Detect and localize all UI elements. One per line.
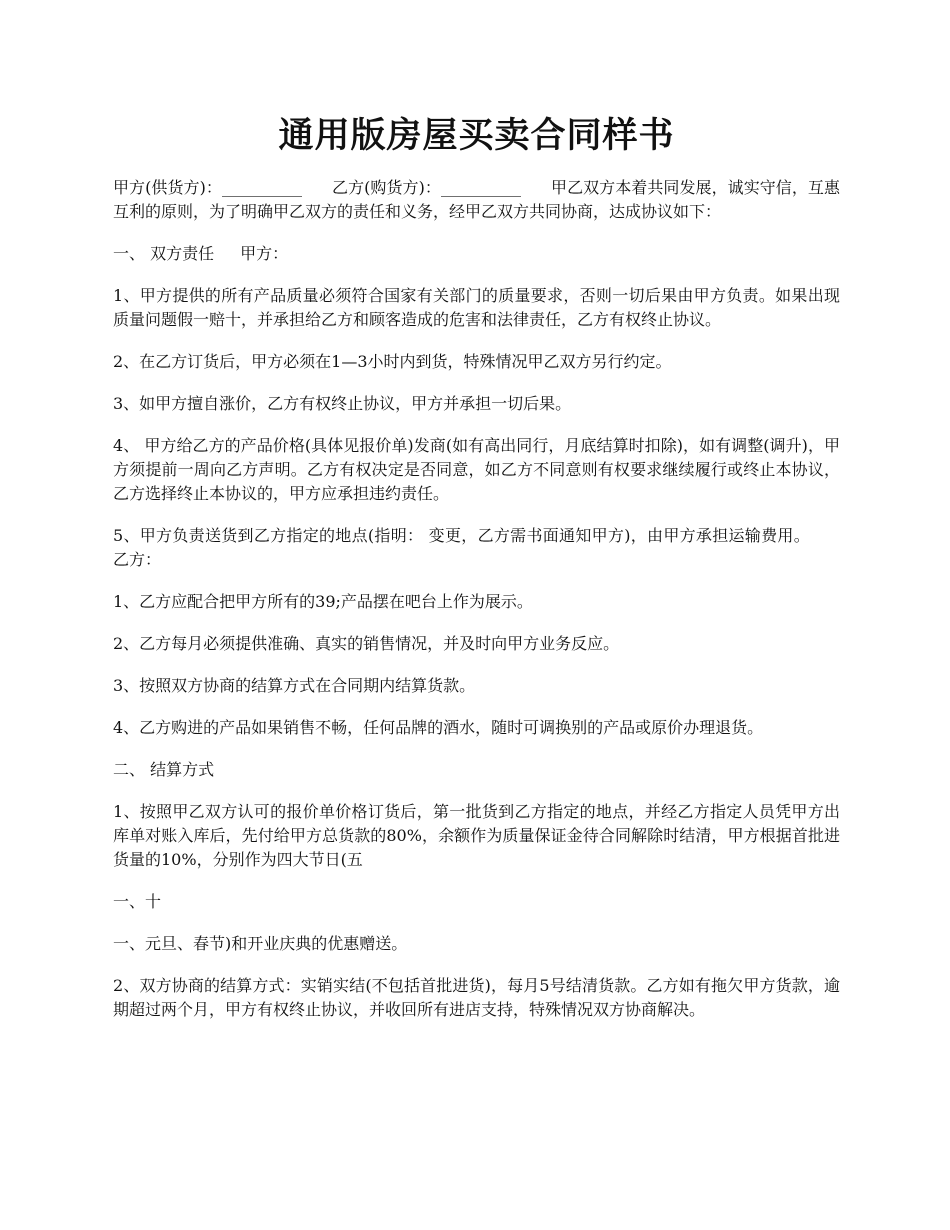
section-1-title: 一、 双方责任 — [113, 244, 215, 263]
party-a-item-4: 4、 甲方给乙方的产品价格(具体见报价单)发商(如有高出同行，月底结算时扣除)，如有调整(调升)，甲方须提前一周向乙方声明。乙方有权决定是否同意，如乙方不同意则有权要求继续履行或终止本协议，乙方选择终止本协议的，甲方应承担违约责任。 — [113, 436, 840, 503]
party-a-subheading: 甲方： — [240, 244, 289, 263]
party-a-item-3: 3、如甲方擅自涨价，乙方有权终止协议，甲方并承担一切后果。 — [113, 394, 572, 413]
party-a-item-2: 2、在乙方订货后，甲方必须在1—3小时内到货，特殊情况甲乙双方另行约定。 — [113, 352, 672, 371]
party-b-item-4: 4、乙方购进的产品如果销售不畅，任何品牌的酒水，随时可调换别的产品或原价办理退货。 — [113, 718, 764, 737]
intro-text: 甲乙双方本着共同发展，诚实守信，互惠互利的原则，为了明确甲乙双方的责任和义务，经甲乙双方共同协商，达成协议如下： — [113, 178, 840, 221]
settlement-item-1-cont-a: 一、十 — [113, 892, 162, 911]
intro-paragraph — [113, 176, 840, 224]
settlement-item-1: 1、按照甲乙双方认可的报价单价格订货后，第一批货到乙方指定的地点，并经乙方指定人员凭甲方出库单对账入库后，先付给甲方总货款的80%，余额作为质量保证金待合同解除时结清，甲方根据首批进货量的10%，分别作为四大节日(五 — [113, 802, 840, 869]
party-a-item-5-text: 5、甲方负责送货到乙方指定的地点(指明： 变更，乙方需书面通知甲方)，由甲方承担运输费用。 — [113, 526, 810, 545]
party-b-label: 乙方(购货方)：__________ — [331, 178, 521, 197]
settlement-item-2: 2、双方协商的结算方式：实销实结(不包括首批进货)，每月5号结清货款。乙方如有拖欠甲方货款，逾期超过两个月，甲方有权终止协议，并收回所有进店支持，特殊情况双方协商解决。 — [113, 976, 840, 1019]
party-a-item-5 — [113, 524, 840, 572]
section-1-heading — [113, 242, 840, 266]
party-b-item-3: 3、按照双方协商的结算方式在合同期内结算货款。 — [113, 676, 476, 695]
section-2-heading: 二、 结算方式 — [113, 760, 215, 779]
document-page — [113, 112, 840, 1040]
party-a-item-1: 1、甲方提供的所有产品质量必须符合国家有关部门的质量要求，否则一切后果由甲方负责。如果出现质量问题假一赔十，并承担给乙方和顾客造成的危害和法律责任，乙方有权终止协议。 — [113, 286, 840, 329]
settlement-item-1-cont-b: 一、元旦、春节)和开业庆典的优惠赠送。 — [113, 934, 408, 953]
party-b-subheading: 乙方： — [113, 550, 162, 569]
party-b-item-2: 2、乙方每月必须提供准确、真实的销售情况，并及时向甲方业务反应。 — [113, 634, 620, 653]
document-title: 通用版房屋买卖合同样书 — [278, 115, 675, 156]
party-a-label: 甲方(供货方)：__________ — [113, 178, 302, 197]
party-b-item-1: 1、乙方应配合把甲方所有的39;产品摆在吧台上作为展示。 — [113, 592, 533, 611]
